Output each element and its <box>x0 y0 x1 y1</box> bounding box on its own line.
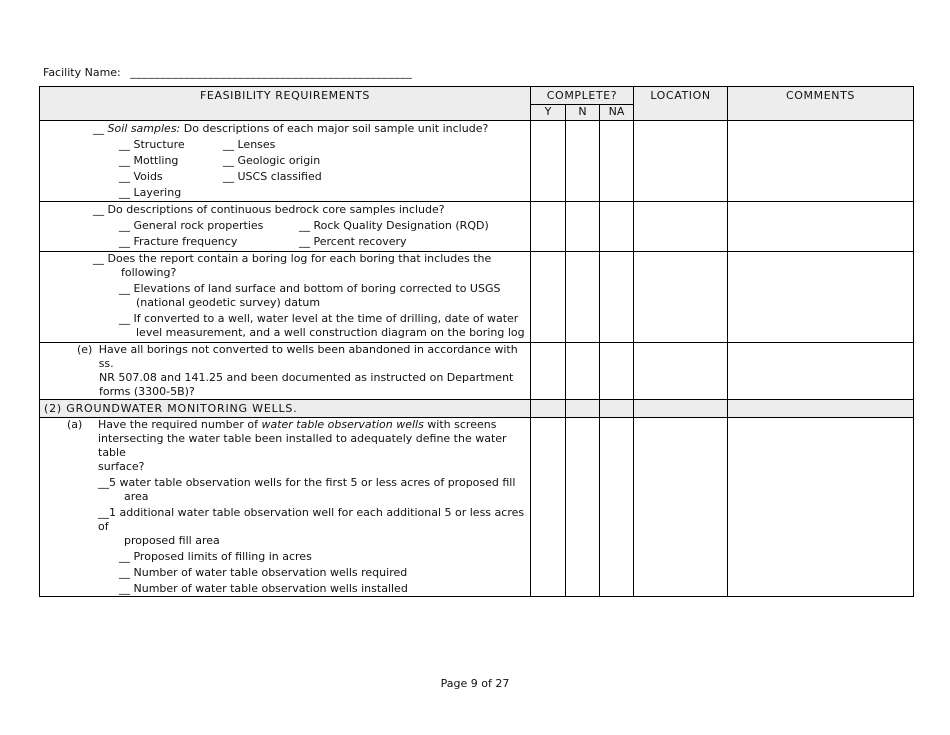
header-feasibility-requirements: FEASIBILITY REQUIREMENTS <box>40 87 531 121</box>
header-comments: COMMENTS <box>728 87 914 121</box>
table-row <box>40 252 914 343</box>
table-row <box>40 418 914 597</box>
check-item[interactable]: __ General rock properties <box>119 219 264 232</box>
cell-comments[interactable] <box>728 202 914 252</box>
cell-location[interactable] <box>634 343 728 400</box>
check-item[interactable]: __5 water table observation wells for the first 5 or less acres of proposed fill <box>98 476 516 489</box>
check-item[interactable]: __ Number of water table observation wells required <box>119 566 408 579</box>
cell-n[interactable] <box>566 252 600 343</box>
check-item[interactable]: __ Percent recovery <box>299 235 407 248</box>
table-row <box>40 202 914 252</box>
cell-comments[interactable] <box>728 121 914 202</box>
cell-comments[interactable] <box>728 343 914 400</box>
cell-comments[interactable] <box>728 252 914 343</box>
check-item[interactable]: __ Mottling <box>119 154 179 167</box>
item-number: (e) <box>77 343 93 356</box>
cell-na[interactable] <box>600 252 634 343</box>
check-item[interactable]: __ Geologic origin <box>223 154 321 167</box>
header-na: NA <box>600 105 634 121</box>
cell-na[interactable] <box>600 343 634 400</box>
cell-na[interactable] <box>600 121 634 202</box>
table-row <box>40 121 914 202</box>
cell-y[interactable] <box>531 202 566 252</box>
table-row <box>40 343 914 400</box>
requirement-bedrock-core: __ Do descriptions of continuous bedrock core samples include? __ General rock properties __ Rock Quality Designation (RQD) __ Fracture frequency __ Percent recovery <box>40 202 531 252</box>
cell-y[interactable] <box>531 121 566 202</box>
check-item[interactable]: __ Lenses <box>223 138 276 151</box>
soil-samples-label: Soil samples: <box>107 122 181 135</box>
cell-na[interactable] <box>600 202 634 252</box>
cell-y[interactable] <box>531 252 566 343</box>
check-item[interactable]: __ USCS classified <box>223 170 322 183</box>
page-number: Page 9 of 27 <box>440 677 510 690</box>
requirement-boring-log: __ Does the report contain a boring log for each boring that includes the following? __ Elevations of land surface and bottom of boring corrected to USGS (national geodetic survey) datum __ If converted to a well, water level at the time of drilling, date of water level measurement, and a well construction diagram on the boring log <box>40 252 531 343</box>
cell-location[interactable] <box>634 202 728 252</box>
facility-name-field <box>43 66 412 79</box>
check-item[interactable]: __ If converted to a well, water level at the time of drilling, date of water <box>119 312 519 325</box>
header-location: LOCATION <box>634 87 728 121</box>
section-groundwater-monitoring-wells: (2) GROUNDWATER MONITORING WELLS. <box>40 400 531 418</box>
check-item[interactable]: __ Number of water table observation wells installed <box>119 582 408 595</box>
cell-location[interactable] <box>634 121 728 202</box>
cell-n[interactable] <box>566 202 600 252</box>
check-item[interactable]: __ Layering <box>119 186 182 199</box>
cell-n[interactable] <box>566 343 600 400</box>
requirement-e-borings-abandoned: (e) Have all borings not converted to wells been abandoned in accordance with ss. NR 507.08 and 141.25 and been documented as instructed on Department forms (3300-5B)? <box>40 343 531 400</box>
header-y: Y <box>531 105 566 121</box>
requirement-a-water-table-wells: (a) Have the required number of water table observation wells with screens intersecting the water table been installed to adequately define the water table surface? __5 water table observation wells for the first 5 or less acres of proposed fill area __1 additional water table observation well for each additional 5 or less acres of proposed fill area __ Proposed limits of filling in acres __ Number of water table observation wells required __ Number of water table observation wells installed <box>40 418 531 597</box>
feasibility-table <box>39 86 914 597</box>
check-item[interactable]: __ Rock Quality Designation (RQD) <box>299 219 489 232</box>
check-item[interactable]: __ Proposed limits of filling in acres <box>119 550 312 563</box>
item-number: (a) <box>67 418 83 431</box>
cell-y[interactable] <box>531 418 566 597</box>
requirement-soil-samples: __ Soil samples: Do descriptions of each major soil sample unit include? __ Structure __ Lenses __ Mottling __ Geologic origin __ Voids __ USCS classified __ Layering <box>40 121 531 202</box>
cell-n[interactable] <box>566 418 600 597</box>
check-item[interactable]: __ Elevations of land surface and bottom of boring corrected to USGS <box>119 282 501 295</box>
facility-name-blank[interactable]: _______________________________________________ <box>130 66 413 79</box>
check-item[interactable]: __ Voids <box>119 170 163 183</box>
cell-location[interactable] <box>634 418 728 597</box>
cell-n[interactable] <box>566 121 600 202</box>
section-row <box>40 400 914 418</box>
facility-name-label: Facility Name: <box>43 66 121 79</box>
check-item[interactable]: __1 additional water table observation well for each additional 5 or less acres of <box>98 506 525 533</box>
cell-y[interactable] <box>531 343 566 400</box>
check-item[interactable]: __ Structure <box>119 138 185 151</box>
header-n: N <box>566 105 600 121</box>
cell-comments[interactable] <box>728 418 914 597</box>
check-item[interactable]: __ Fracture frequency <box>119 235 238 248</box>
cell-na[interactable] <box>600 418 634 597</box>
cell-location[interactable] <box>634 252 728 343</box>
header-complete: COMPLETE? <box>531 87 634 105</box>
